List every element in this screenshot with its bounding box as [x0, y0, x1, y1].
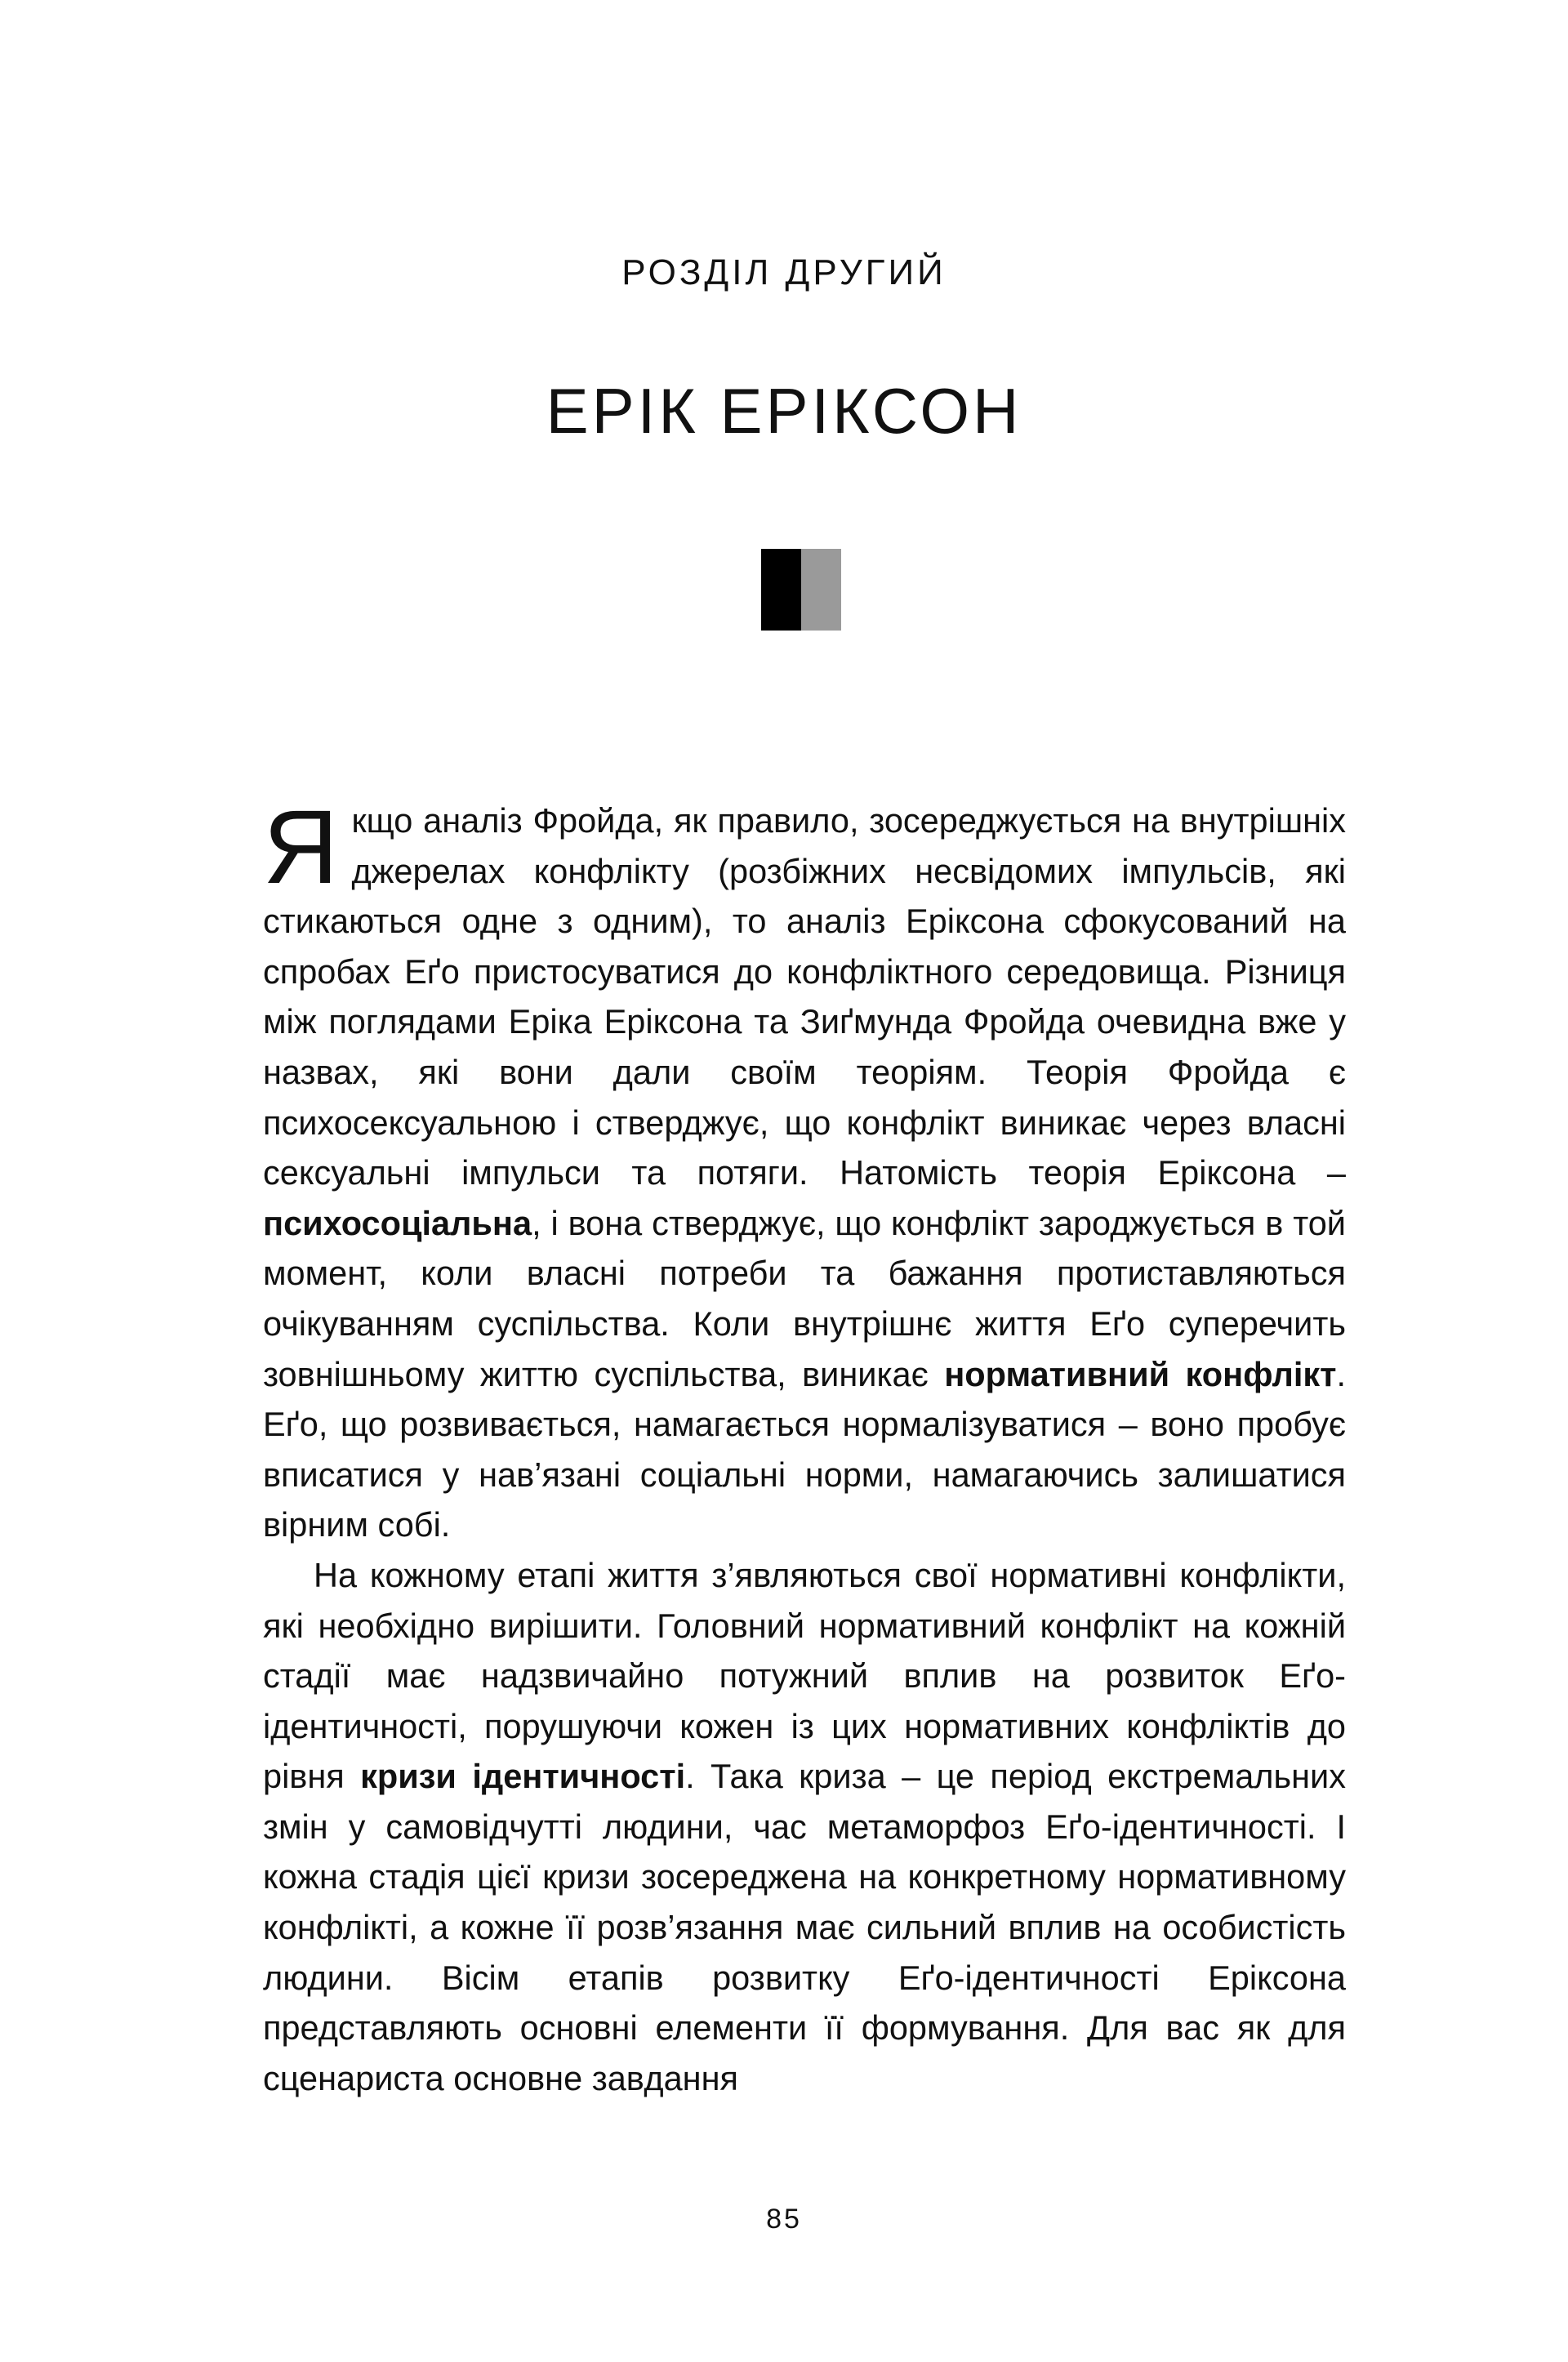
paragraph-1-text-1: кщо аналіз Фройда, як правило, зосереджується на внутрішніх джерелах конфлікту (розбіжних несвідомих імпульсів, які стикаються одне з одним), то аналіз Еріксона сфокусований на спробах Еґо пристосуватися до конфліктного середовища. Різниця між поглядами Еріка Еріксона та Зиґмунда Фройда очевидна вже у назвах, які вони дали своїм теоріям. Теорія Фройда є психосексуальною і стверджує, що конфлікт виникає через власні сексуальні імпульси та потяги. Натомість теорія Еріксона – [263, 801, 1346, 1192]
drop-cap: Я [263, 789, 339, 906]
page-number: 85 [766, 2204, 802, 2235]
paragraph-1-text-3: . Еґо, що розвивається, намагається нормалізуватися – воно пробує вписатися у нав’язані соціальні норми, намагаючись залишатися вірним собі. [263, 1354, 1346, 1544]
paragraph-1 [263, 789, 1346, 1550]
chapter-mark-dark [761, 549, 801, 631]
chapter-label: РОЗДІЛ ДРУГИЙ [621, 252, 947, 292]
paragraph-2-text-1: На кожному етапі життя з’являються свої нормативні конфлікти, які необхідно вирішити. Головний нормативний конфлікт на кожній стадії має надзвичайно потужний вплив на розвиток Еґо-ідентичності, порушуючи кожен із цих нормативних конфліктів до рівня [263, 1555, 1346, 1796]
term-psychosocial: психосоціальна [263, 1203, 532, 1242]
chapter-mark-light [801, 549, 841, 631]
term-identity-crisis: кризи ідентичності [360, 1757, 686, 1796]
body-text [263, 789, 1346, 2103]
chapter-mark [761, 549, 841, 631]
paragraph-2-text-2: . Така криза – це період екстремальних змін у самовідчутті людини, час метаморфоз Еґо-ідентичності. І кожна стадія цієї кризи зосереджена на конкретному нормативному конфлікті, а кожне її розв’язання має сильний вплив на особистість людини. Вісім етапів розвитку Еґо-ідентичності Еріксона представляють основні елементи її формування. Для вас як для сценариста основне завдання [263, 1757, 1346, 2097]
paragraph-2 [263, 1550, 1346, 2104]
chapter-title: ЕРІК ЕРІКСОН [546, 375, 1022, 447]
paragraph-1-text-2: , і вона стверджує, що конфлікт зароджується в той момент, коли власні потреби та бажання протиставляються очікуванням суспільства. Коли внутрішнє життя Еґо суперечить зовнішньому життю суспільства, виникає [263, 1203, 1346, 1393]
term-normative-conflict: нормативний конфлікт [944, 1354, 1337, 1393]
